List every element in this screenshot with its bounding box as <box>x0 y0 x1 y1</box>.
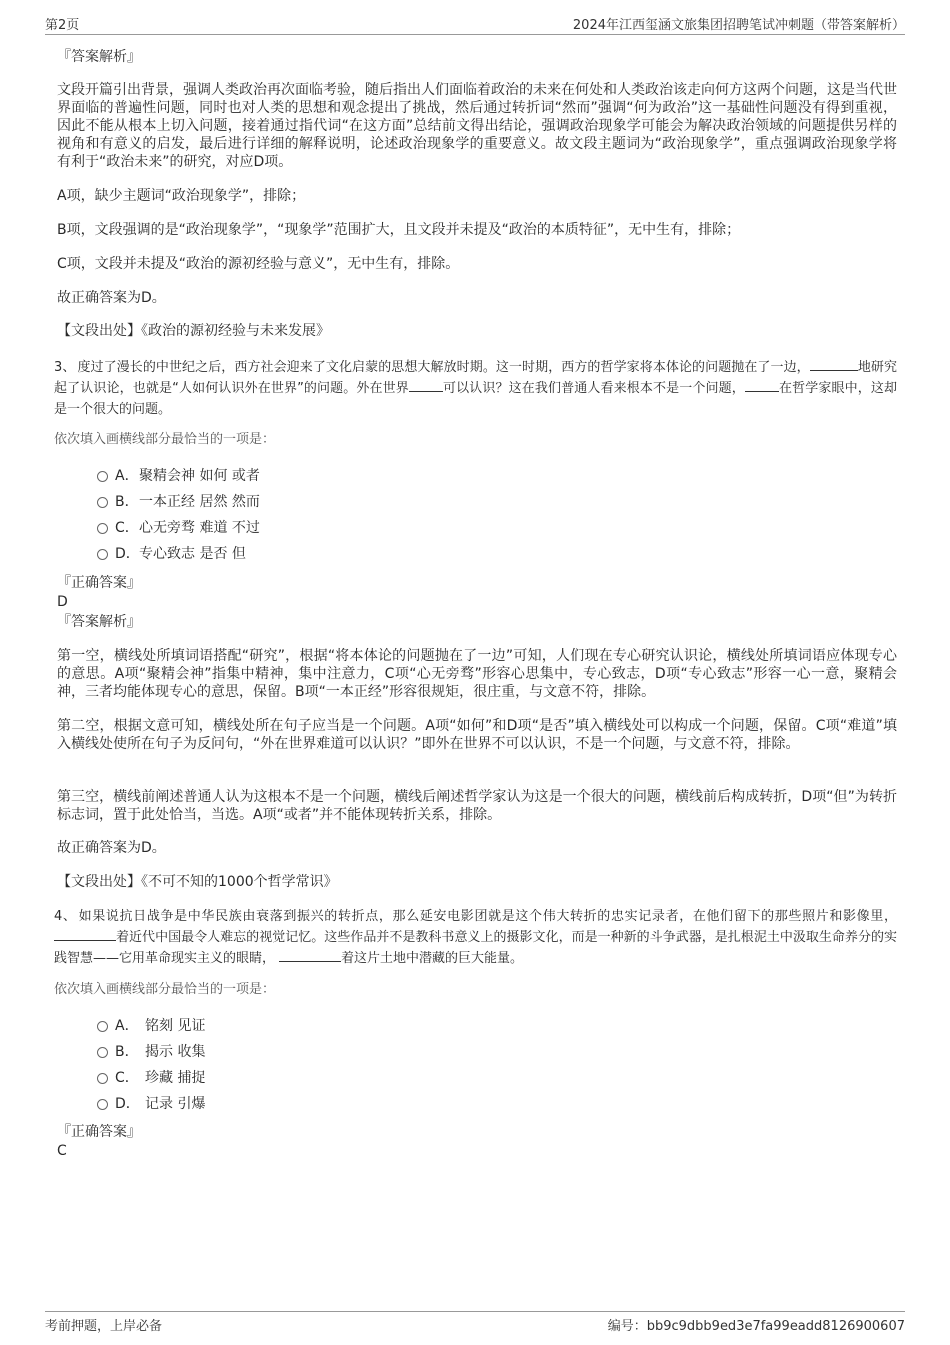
footer-slogan: 考前押题，上岸必备 <box>45 1319 163 1334</box>
q4-options <box>97 1013 497 1117</box>
q3-analysis-paragraph-3: 第三空，横线前阐述普通人认为这根本不是一个问题，横线后阐述哲学家认为这是一个很大的问题，横线前后构成转折，D项“但”为转折标志词，置于此处恰当，当选。A项“或者”并不能体现转折关系，排除。 <box>57 789 897 823</box>
radio-button-icon[interactable] <box>97 1047 108 1058</box>
radio-button-icon[interactable] <box>97 523 108 534</box>
option-label: B． <box>115 494 139 510</box>
document-title: 2024年江西玺涵文旅集团招聘笔试冲刺题（带答案解析） <box>572 18 905 33</box>
option-label: B． <box>115 1044 139 1060</box>
q2-conclusion: 故正确答案为D。 <box>57 290 166 306</box>
q3-blank-1 <box>810 358 858 371</box>
document-code <box>608 1315 905 1334</box>
q4-number: 4、 <box>54 909 77 924</box>
q4-answer-label: 『正确答案』 <box>57 1124 141 1140</box>
radio-button-icon[interactable] <box>97 549 108 560</box>
radio-button-icon[interactable] <box>97 1021 108 1032</box>
document-code-value: bb9c9dbb9ed3e7fa99eadd8126900607 <box>646 1319 905 1334</box>
radio-button-icon[interactable] <box>97 471 108 482</box>
q4-option-c[interactable] <box>97 1065 497 1091</box>
q3-number: 3、 <box>54 360 76 375</box>
q4-stem <box>54 906 897 969</box>
option-text: 珍藏 捕捉 <box>145 1070 206 1086</box>
q4-stem-part3: 着这片土地中潜藏的巨大能量。 <box>341 951 524 966</box>
option-label: A． <box>115 468 139 484</box>
option-text: 专心致志 是否 但 <box>139 546 246 562</box>
q2-analysis-label: 『答案解析』 <box>57 49 141 65</box>
q3-answer: D <box>57 594 68 610</box>
q3-answer-label: 『正确答案』 <box>57 575 141 591</box>
option-text: 记录 引爆 <box>145 1096 206 1112</box>
option-label: D． <box>115 1096 140 1112</box>
option-label: C． <box>115 1070 139 1086</box>
q2-analysis-option-a: A项，缺少主题词“政治现象学”，排除； <box>57 188 306 204</box>
page-footer <box>45 1311 905 1334</box>
q4-option-a[interactable] <box>97 1013 497 1039</box>
q4-option-b[interactable] <box>97 1039 497 1065</box>
option-text: 一本正经 居然 然而 <box>139 494 260 510</box>
q4-option-d[interactable] <box>97 1091 497 1117</box>
q3-analysis-label: 『答案解析』 <box>57 614 141 630</box>
q3-stem-part2: 地研究起了认识论，也就是“人如何认识外在世界”的问题。外在世界 <box>54 360 897 396</box>
option-text: 铭刻 见证 <box>145 1018 206 1034</box>
q3-blank-2 <box>409 379 443 392</box>
option-label: C． <box>115 520 139 536</box>
option-text: 揭示 收集 <box>145 1044 206 1060</box>
q4-stem-part1: 如果说抗日战争是中华民族由衰落到振兴的转折点，那么延安电影团就是这个伟大转折的忠实记录者，在他们留下的那些照片和影像里， <box>78 909 897 924</box>
q3-stem-part3: 可以认识？这在我们普通人看来根本不是一个问题， <box>442 381 745 396</box>
q3-instruction: 依次填入画横线部分最恰当的一项是： <box>54 432 276 447</box>
q3-stem-part4: 在哲学家眼中，这却是一个很大的问题。 <box>54 381 897 417</box>
q3-stem <box>54 357 897 420</box>
q4-answer: C <box>57 1143 67 1159</box>
q2-source: 【文段出处】《政治的源初经验与未来发展》 <box>57 323 330 339</box>
q3-analysis-paragraph-1: 第一空，横线处所填词语搭配“研究”，根据“将本体论的问题抛在了一边”可知，人们现在专心研究认识论，横线处所填词语应体现专心的意思。A项“聚精会神”指集中精神，集中注意力，C项“心无旁骛”形容心思集中，专心致志，D项“专心致志”形容一心一意，聚精会神，三者均能体现专心的意思，保留。B项“一本正经”形容很规矩，很庄重，与文意不符，排除。 <box>57 648 897 700</box>
q3-blank-3 <box>745 379 779 392</box>
page-number: 第2页 <box>45 18 80 33</box>
q3-option-d[interactable] <box>97 541 497 567</box>
q3-options <box>97 463 497 567</box>
radio-button-icon[interactable] <box>97 1099 108 1110</box>
radio-button-icon[interactable] <box>97 1073 108 1084</box>
q2-analysis-option-c: C项，文段并未提及“政治的源初经验与意义”，无中生有，排除。 <box>57 256 460 272</box>
option-label: D． <box>115 546 140 562</box>
q2-analysis-option-b: B项，文段强调的是“政治现象学”，“现象学”范围扩大，且文段并未提及“政治的本质特征”，无中生有，排除； <box>57 222 741 238</box>
q3-source: 【文段出处】《不可不知的1000个哲学常识》 <box>57 874 338 890</box>
page-header <box>45 14 905 35</box>
option-text: 聚精会神 如何 或者 <box>139 468 260 484</box>
radio-button-icon[interactable] <box>97 497 108 508</box>
q3-conclusion: 故正确答案为D。 <box>57 840 166 856</box>
q3-option-a[interactable] <box>97 463 497 489</box>
q2-analysis-paragraph: 文段开篇引出背景，强调人类政治再次面临考验，随后指出人们面临着政治的未来在何处和人类政治该走向何方这两个问题，这是当代世界面临的普遍性问题，同时也对人类的思想和观念提出了挑战，然后通过转折词“然而”强调“何为政治”这一基础性问题没有得到重视，因此不能从根本上切入问题，接着通过指代词“在这方面”总结前文得出结论，强调政治现象学可能会为解决政治领域的问题提供另样的视角和有意义的启发，最后进行详细的解释说明，论述政治现象学的重要意义。故文段主题词为“政治现象学”，重点强调政治现象学将有利于“政治未来”的研究，对应D项。 <box>57 82 897 170</box>
q4-blank-1 <box>54 928 116 941</box>
q3-option-b[interactable] <box>97 489 497 515</box>
option-label: A． <box>115 1018 139 1034</box>
q3-option-c[interactable] <box>97 515 497 541</box>
q4-stem-part2: 着近代中国最令人难忘的视觉记忆。这些作品并不是教科书意义上的摄影文化，而是一种新的斗争武器，是扎根泥土中汲取生命养分的实践智慧——它用革命现实主义的眼睛， <box>54 930 897 966</box>
q4-blank-2 <box>279 949 341 962</box>
q3-stem-part1: 度过了漫长的中世纪之后，西方社会迎来了文化启蒙的思想大解放时期。这一时期，西方的哲学家将本体论的问题抛在了一边， <box>77 360 810 375</box>
document-code-label: 编号： <box>607 1319 647 1334</box>
option-text: 心无旁骛 难道 不过 <box>139 520 260 536</box>
q3-analysis-paragraph-2: 第二空，根据文意可知，横线处所在句子应当是一个问题。A项“如何”和D项“是否”填入横线处可以构成一个问题，保留。C项“难道”填入横线处使所在句子为反问句，“外在世界难道可以认识？”即外在世界不可以认识，不是一个问题，与文意不符，排除。 <box>57 718 897 752</box>
q4-instruction: 依次填入画横线部分最恰当的一项是： <box>54 982 276 997</box>
